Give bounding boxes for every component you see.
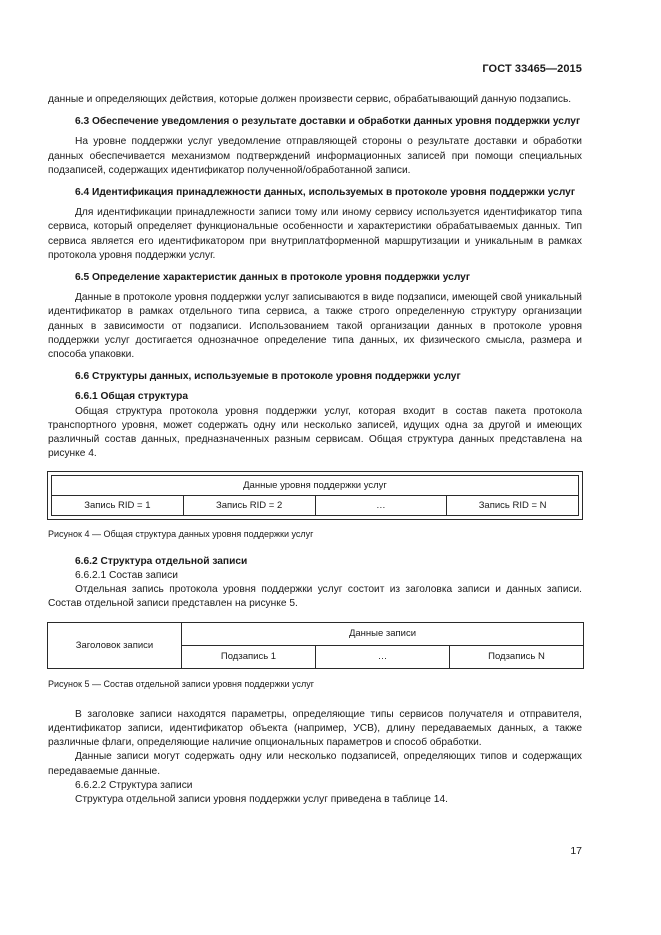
figure-5-subrecord-cell: Подзапись N (450, 646, 584, 669)
figure-5-header-cell: Заголовок записи (48, 623, 182, 669)
figure-4-cell: Запись RID = 2 (183, 496, 315, 516)
figure-4-cell: … (315, 496, 447, 516)
paragraph-record-data: Данные записи могут содержать одну или несколько подзаписей, определяющих типов и содержащих передаваемые данные. (48, 751, 582, 777)
section-heading-6-3: 6.3 Обеспечение уведомления о результате доставки и обработки данных уровня поддержки услуг (75, 116, 581, 128)
paragraph-6-6-2-1: Отдельная запись протокола уровня поддержки услуг состоит из заголовка записи и данных записи. Состав отдельной записи представлен на рисунке 5. (48, 584, 582, 610)
section-heading-6-4: 6.4 Идентификация принадлежности данных, используемых в протоколе уровня поддержки услуг (75, 187, 576, 199)
document-header: ГОСТ 33465—2015 (482, 63, 582, 75)
document-body (48, 93, 582, 807)
section-heading-6-5: 6.5 Определение характеристик данных в протоколе уровня поддержки услуг (75, 272, 471, 284)
figure-5-subrecord-cell: … (316, 646, 450, 669)
paragraph-6-5: Данные в протоколе уровня поддержки услуг записываются в виде подзаписи, имеющей свой уникальный идентификатор в рамках отдельного типа сервиса, а также строго определенную структуру организации данных в зависимости от подзаписи. Использованием такой организации данных в протоколе уровня поддержки услуг достигается однозначное определение типа данных, их физического смысла, размера и способа упаковки. (48, 292, 582, 361)
section-heading-6-6-1: 6.6.1 Общая структура (75, 391, 189, 403)
figure-5-subrecord-cell: Подзапись 1 (182, 646, 316, 669)
paragraph-continued: данные и определяющих действия, которые должен произвести сервис, обрабатывающий данную подзапись. (48, 94, 572, 105)
figure-4-diagram (47, 471, 583, 520)
section-heading-6-6-2: 6.6.2 Структура отдельной записи (75, 555, 248, 567)
figure-4-caption: Рисунок 4 — Общая структура данных уровня поддержки услуг (48, 529, 314, 540)
figure-5-diagram (47, 622, 584, 669)
section-heading-6-6: 6.6 Структуры данных, используемые в протоколе уровня поддержки услуг (75, 371, 461, 383)
figure-4-cell: Запись RID = N (447, 496, 579, 516)
section-heading-6-6-2-2: 6.6.2.2 Структура записи (75, 779, 193, 791)
figure-5-caption: Рисунок 5 — Состав отдельной записи уровня поддержки услуг (48, 679, 315, 690)
figure-4-top-cell: Данные уровня поддержки услуг (52, 476, 579, 496)
figure-4-cell: Запись RID = 1 (52, 496, 184, 516)
paragraph-6-3: На уровне поддержки услуг уведомление отправляющей стороны о результате доставки и обработки данных обеспечивается механизмом подтверждений информационных записей при помощи специальных подзаписей, содержащих идентификатор полученной/обработанной записи. (48, 136, 582, 176)
paragraph-6-4: Для идентификации принадлежности записи тому или иному сервису используется идентификатор типа сервиса, который определяет функциональные особенности и характеристики обрабатываемых данных. Тип сервиса является его идентификатором при внутриплатформенной маршрутизации и уникальным в рамках протокола уровня поддержки услуг. (48, 207, 582, 261)
page-number: 17 (570, 845, 582, 857)
paragraph-6-6-1: Общая структура протокола уровня поддержки услуг, которая входит в состав пакета протокола транспортного уровня, может содержать одну или несколько записей, идущих одна за другой и имеющих различный состав данных, предназначенных разным сервисам. Общая структура данных представлена на рисунке 4. (48, 405, 582, 460)
figure-5-data-cell: Данные записи (182, 623, 584, 646)
section-heading-6-6-2-1: 6.6.2.1 Состав записи (75, 569, 178, 581)
paragraph-6-6-2-2: Структура отдельной записи уровня поддержки услуг приведена в таблице 14. (75, 793, 448, 805)
paragraph-record-header: В заголовке записи находятся параметры, определяющие типы сервисов получателя и отправителя, идентификатор записи, идентификатор объекта (например, УСВ), длину передаваемых данных, а также различные флаги, определяющие наличие опциональных параметров и способ обработки. (48, 708, 582, 749)
